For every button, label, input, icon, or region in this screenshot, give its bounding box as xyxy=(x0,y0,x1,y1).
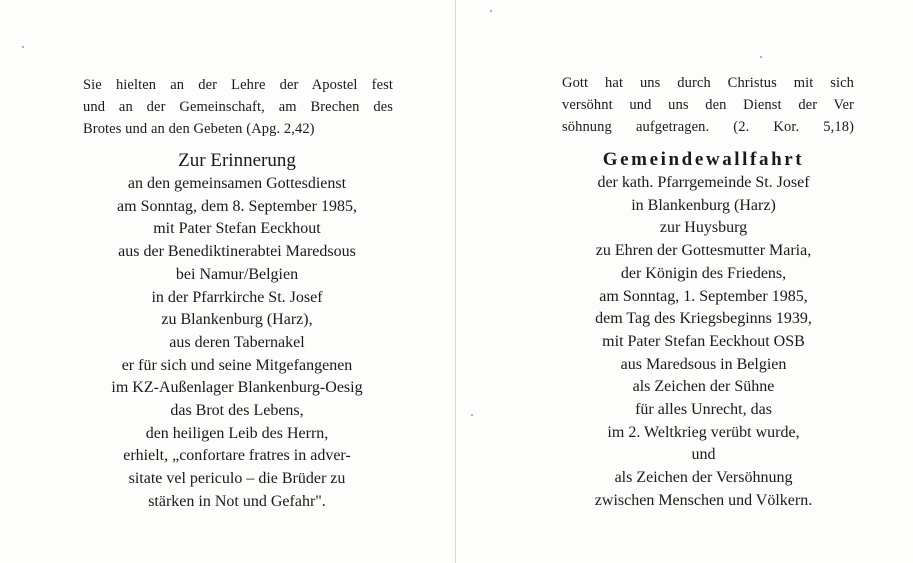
left-body-line: im KZ-Außenlager Blankenburg-Oesig xyxy=(111,379,363,397)
right-body-line: und xyxy=(691,446,716,464)
left-body-line: in der Pfarrkirche St. Josef xyxy=(151,288,323,306)
right-body xyxy=(531,148,876,513)
left-heading: Zur Erinnerung xyxy=(178,150,296,171)
right-body-line: aus Maredsous in Belgien xyxy=(620,355,787,373)
right-page xyxy=(456,0,913,563)
right-body-line: dem Tag des Kriegsbeginns 1939, xyxy=(595,310,812,328)
left-body-line: das Brot des Lebens, xyxy=(170,402,304,420)
left-body-line: mit Pater Stefan Eeckhout xyxy=(153,220,321,238)
right-body-line: am Sonntag, 1. September 1985, xyxy=(599,287,808,305)
right-body-line: im 2. Weltkrieg verübt wurde, xyxy=(607,423,800,441)
right-motto-line: versöhnt und uns den Dienst der Ver xyxy=(562,97,854,113)
right-motto xyxy=(562,72,854,138)
right-body-line: als Zeichen der Versöhnung xyxy=(614,469,793,487)
left-body-line: den heiligen Leib des Herrn, xyxy=(145,424,329,442)
left-body-line: stärken in Not und Gefahr". xyxy=(148,492,326,510)
left-body-line: zu Blankenburg (Harz), xyxy=(161,311,313,329)
left-body-line: aus deren Tabernakel xyxy=(169,333,305,351)
left-body-line: an den gemeinsamen Gottesdienst xyxy=(127,175,347,192)
scan-speck xyxy=(490,10,492,12)
left-body-line: am Sonntag, dem 8. September 1985, xyxy=(117,197,357,215)
left-motto-line: Brotes und an den Gebeten (Apg. 2,42) xyxy=(83,121,315,137)
scan-speck xyxy=(760,56,762,58)
left-body xyxy=(62,149,412,514)
right-motto-line: söhnung aufgetragen. (2. Kor. 5,18) xyxy=(562,119,854,135)
right-body-line: der Königin des Friedens, xyxy=(620,264,787,282)
left-motto xyxy=(83,74,393,140)
left-motto-line: und an der Gemeinschaft, am Brechen des xyxy=(83,99,393,115)
left-body-line: sitate vel periculo – die Brüder zu xyxy=(128,470,346,488)
right-body-line: mit Pater Stefan Eeckhout OSB xyxy=(602,332,805,350)
left-body-line: er für sich und seine Mitgefangenen xyxy=(121,356,353,374)
scan-speck xyxy=(471,414,473,416)
right-heading: Gemeindewallfahrt xyxy=(602,149,805,170)
left-body-line: erhielt, „confortare fratres in adver- xyxy=(123,447,351,465)
right-body-line: zu Ehren der Gottesmutter Maria, xyxy=(595,242,812,260)
right-body-line: als Zeichen der Sühne xyxy=(632,378,775,396)
right-body-line: der kath. Pfarrgemeinde St. Josef xyxy=(597,174,810,191)
scan-speck xyxy=(22,46,24,48)
right-body-line: zur Huysburg xyxy=(659,219,748,237)
right-motto-line: Gott hat uns durch Christus mit sich xyxy=(562,75,854,91)
right-body-line: in Blankenburg (Harz) xyxy=(631,196,776,214)
left-page xyxy=(0,0,455,563)
right-body-line: für alles Unrecht, das xyxy=(635,401,772,419)
right-body-line: zwischen Menschen und Völkern. xyxy=(594,491,813,509)
left-body-line: aus der Benediktinerabtei Maredsous xyxy=(118,243,356,261)
left-body-line: bei Namur/Belgien xyxy=(175,265,299,283)
left-motto-line: Sie hielten an der Lehre der Apostel fest xyxy=(83,77,393,93)
